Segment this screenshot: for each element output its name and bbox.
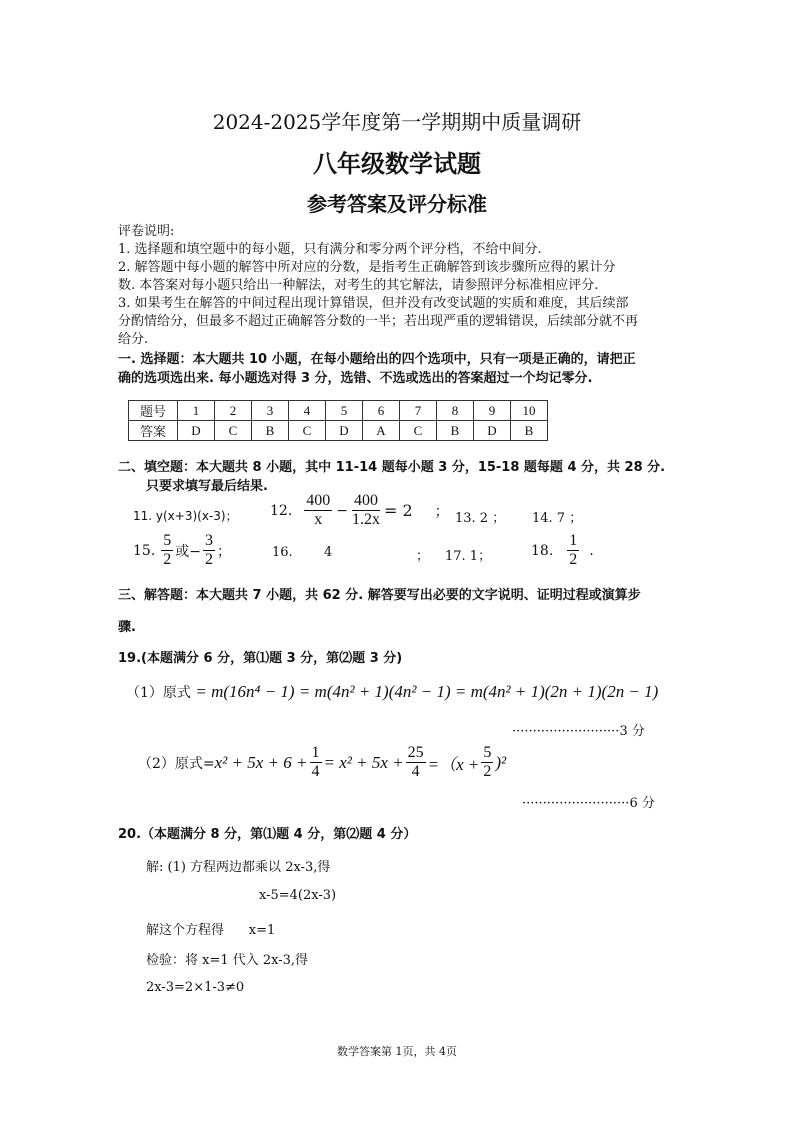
note-line: 3. 如果考生在解答的中间过程出现计算错误，但并没有改变试题的实质和难度，其后续部: [118, 296, 629, 311]
answer-11: 11. y(x+3)(x-3)；: [133, 509, 238, 523]
section2-heading: 二、填空题：本大题共 8 小题，其中 11-14 题每小题 3 分，15-18 题每题 4 分，共 28 分.: [118, 460, 666, 475]
label: 12.: [270, 502, 293, 519]
q20-line: 2x-3=2×1-3≠0: [146, 980, 245, 995]
notes-heading: 评卷说明:: [118, 224, 175, 239]
section1-heading: 确的选项选出来. 每小题选对得 3 分，选错、不选或选出的答案超过一个均记零分.: [118, 371, 593, 386]
label: 18.: [531, 542, 554, 559]
numerator: 5: [483, 744, 492, 761]
answer-14: 14. 7 ；: [532, 511, 583, 526]
choice-answer-table: [128, 400, 548, 441]
table-cell: 答案: [129, 421, 178, 441]
table-cell: C: [215, 421, 252, 441]
numerator: 400: [354, 492, 378, 509]
q20-heading: 20.（本题满分 8 分，第⑴题 4 分，第⑵题 4 分）: [118, 827, 417, 842]
q20-line: x-5=4(2x-3): [259, 888, 337, 903]
expression: x² + 5x + 6 +: [214, 752, 308, 772]
fraction: [567, 532, 579, 569]
table-cell: 7: [400, 401, 437, 421]
denominator: 2: [205, 551, 213, 568]
note-line: 分酌情给分，但最多不超过正确解答分数的一半；若出现严重的逻辑错误，后续部分就不再: [118, 314, 639, 329]
table-cell: 3: [252, 401, 289, 421]
fraction: [481, 744, 493, 781]
fraction: [406, 744, 426, 781]
fraction: [203, 532, 215, 569]
table-cell: D: [326, 421, 363, 441]
equation-tail: = 2: [384, 501, 413, 520]
answer-12: 12. $\frac{400}{x}$ − $\frac{400}{1.2x}$ = 2 ；: [270, 492, 449, 528]
answer-16-label: 16.: [272, 545, 293, 560]
section2-heading: 只要求填写最后结果.: [146, 479, 268, 494]
table-cell: 4: [289, 401, 326, 421]
label: 15.: [133, 542, 156, 559]
table-cell: 题号: [129, 401, 178, 421]
numerator: 1: [569, 532, 578, 549]
note-line: 给分.: [118, 332, 149, 347]
page-footer: 数学答案第 1页，共 4页: [337, 1045, 457, 1058]
numerator: 400: [306, 492, 331, 509]
denominator: x: [314, 511, 323, 528]
answer-key-title: 参考答案及评分标准: [307, 192, 487, 216]
q20-line: 解这个方程得 x=1: [146, 923, 276, 938]
table-cell: B: [437, 421, 474, 441]
denominator: 2: [163, 551, 172, 568]
numerator: 1: [311, 744, 320, 761]
fraction: [352, 492, 380, 529]
table-row: [129, 421, 548, 441]
table-cell: 1: [178, 401, 215, 421]
table-row: [129, 401, 548, 421]
numerator: 5: [163, 532, 172, 549]
section3-heading: 骤.: [118, 620, 136, 635]
table-cell: D: [474, 421, 511, 441]
expression: = m(16n⁴ − 1) = m(4n² + 1)(4n² − 1) = m(4n² + 1)(2n + 1)(2n − 1): [195, 682, 659, 701]
table-cell: 10: [511, 401, 548, 421]
section1-heading: 一. 选择题：本大题共 10 小题，在每小题给出的四个选项中，只有一项是正确的，请把正: [118, 352, 636, 367]
q19-heading: 19.(本题满分 6 分，第⑴题 3 分，第⑵题 3 分): [118, 651, 403, 666]
answer-15: [133, 532, 231, 569]
separator: ；: [434, 503, 449, 520]
exam-subtitle: 八年级数学试题: [313, 150, 481, 178]
note-line: 2. 解答题中每小题的解答中所对应的分数，是指考生正确解答到该步骤所应得的累计分: [118, 260, 616, 275]
exam-title: 2024-2025学年度第一学期期中质量调研: [212, 110, 582, 134]
q20-line: 检验：将 x=1 代入 2x-3,得: [146, 953, 309, 968]
answer-16: 4: [324, 545, 333, 560]
fraction: [304, 492, 332, 529]
table-cell: 5: [326, 401, 363, 421]
table-cell: B: [252, 421, 289, 441]
fraction: [161, 532, 173, 569]
expression: )²: [495, 752, 507, 772]
answer-13: 13. 2 ；: [455, 511, 506, 526]
denominator: 2: [483, 763, 492, 780]
q19-part2: [138, 744, 506, 781]
expression: =（x +: [427, 755, 480, 774]
table-cell: C: [289, 421, 326, 441]
or-text: 或−: [175, 543, 201, 560]
table-cell: A: [363, 421, 400, 441]
denominator: 2: [569, 551, 578, 568]
score-6: ··························6 分: [522, 796, 655, 811]
table-cell: 8: [437, 401, 474, 421]
table-cell: D: [178, 421, 215, 441]
period: .: [589, 542, 594, 559]
table-cell: 9: [474, 401, 511, 421]
answer-18: [531, 532, 594, 569]
numerator: 3: [205, 532, 213, 549]
table-cell: 2: [215, 401, 252, 421]
q19-part1: [126, 682, 658, 702]
denominator: 4: [411, 763, 420, 780]
expression: = x² + 5x +: [323, 752, 404, 772]
denominator: 4: [311, 763, 320, 780]
table-cell: 6: [363, 401, 400, 421]
label: （1）原式: [126, 685, 191, 701]
q20-line: 解: (1) 方程两边都乘以 2x-3,得: [146, 860, 331, 875]
table-cell: B: [511, 421, 548, 441]
note-line: 1. 选择题和填空题中的每小题，只有满分和零分两个评分档，不给中间分.: [118, 242, 542, 257]
label: （2）原式=: [138, 755, 215, 772]
answer-17: 17. 1；: [445, 549, 492, 564]
separator: ；: [416, 549, 430, 564]
numerator: 25: [407, 744, 424, 761]
separator: ；: [217, 543, 231, 560]
fraction: [310, 744, 322, 781]
table-cell: C: [400, 421, 437, 441]
note-line: 数. 本答案对每小题只给出一种解法，对考生的其它解法，请参照评分标准相应评分.: [118, 278, 599, 293]
denominator: 1.2x: [352, 511, 380, 528]
section3-heading: 三、解答题：本大题共 7 小题，共 62 分. 解答要写出必要的文字说明、证明过程或演算步: [118, 588, 641, 603]
score-3: ··························3 分: [512, 724, 645, 739]
